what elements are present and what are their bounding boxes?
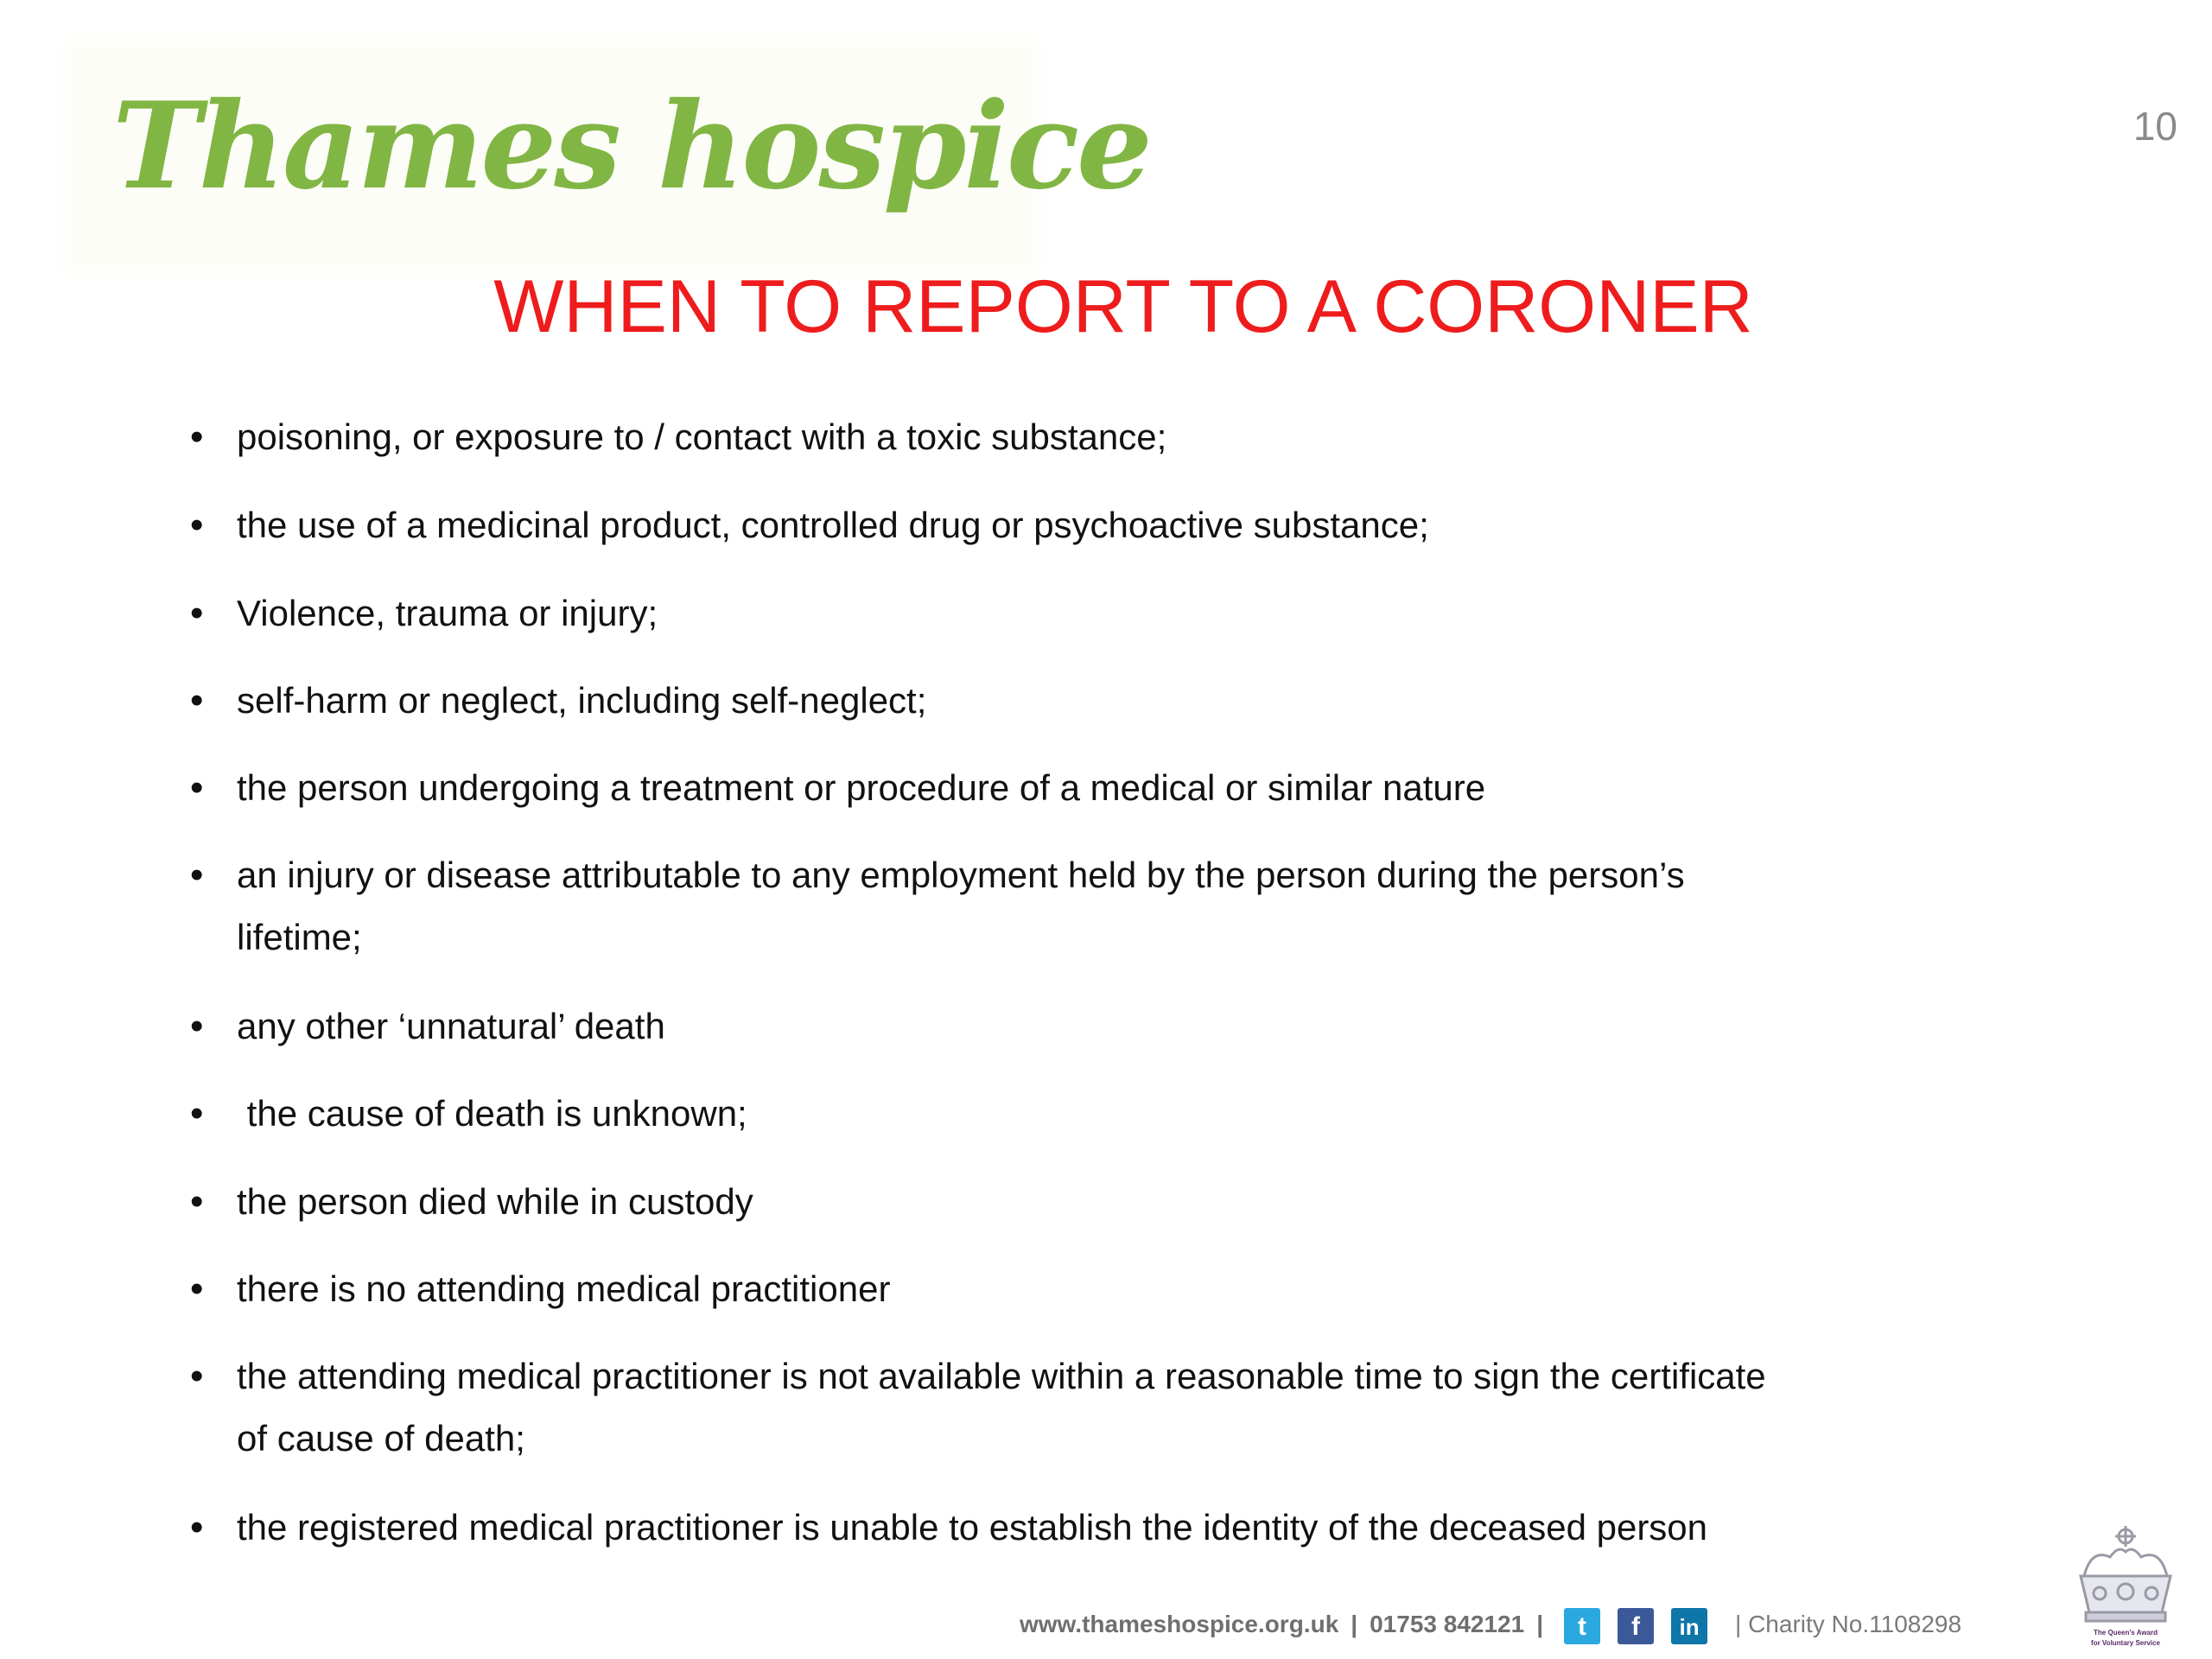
footer-separator: | xyxy=(1351,1611,1358,1637)
footer-phone: 01753 842121 xyxy=(1370,1611,1525,1637)
logo-text: Thames hospice xyxy=(112,75,1150,216)
bullet-text xyxy=(237,1345,1965,1470)
crown-emblem xyxy=(2081,1526,2171,1621)
bullet-line: the person undergoing a treatment or procedure of a medical or similar nature xyxy=(237,767,1486,808)
bullet-line: the registered medical practitioner is unable to establish the identity of the deceased person xyxy=(237,1507,1708,1548)
linkedin-icon[interactable]: in xyxy=(1671,1608,1707,1644)
footer xyxy=(1020,1600,1961,1649)
bullet-marker: • xyxy=(190,504,204,546)
twitter-icon[interactable]: t xyxy=(1564,1608,1600,1644)
facebook-icon[interactable]: f xyxy=(1618,1608,1654,1644)
page-number: 10 xyxy=(2133,104,2177,149)
bullet-line: the cause of death is unknown; xyxy=(237,1093,747,1134)
bullet-text xyxy=(237,844,1965,969)
bullet-line: there is no attending medical practitioner xyxy=(237,1268,891,1309)
bullet-line: lifetime; xyxy=(237,917,362,957)
queens-award-emblem xyxy=(2065,1522,2186,1652)
bullet-marker: • xyxy=(190,1005,204,1047)
bullet-text xyxy=(237,1258,1965,1320)
bullet-marker: • xyxy=(190,854,204,896)
bullet-text xyxy=(237,1497,1965,1559)
svg-text:for Voluntary Service: for Voluntary Service xyxy=(2091,1639,2160,1647)
footer-separator: | xyxy=(1536,1611,1544,1637)
bullet-text xyxy=(237,1171,1965,1233)
bullet-line: Violence, trauma or injury; xyxy=(237,593,658,633)
bullet-marker: • xyxy=(190,766,204,809)
bullet-line: the use of a medicinal product, controlled drug or psychoactive substance; xyxy=(237,505,1429,545)
bullet-text xyxy=(237,670,1965,732)
bullet-line: an injury or disease attributable to any employment held by the person during the person’s xyxy=(237,855,1685,895)
bullet-text xyxy=(237,582,1965,645)
bullet-text xyxy=(237,406,1965,468)
svg-text:The Queen's Award: The Queen's Award xyxy=(2094,1629,2158,1637)
bullet-marker: • xyxy=(190,1092,204,1135)
bullet-text xyxy=(237,757,1965,819)
footer-website[interactable]: www.thameshospice.org.uk xyxy=(1020,1611,1339,1637)
footer-charity: | Charity No.1108298 xyxy=(1735,1611,1962,1637)
bullet-line: self-harm or neglect, including self-neglect; xyxy=(237,680,927,721)
bullet-line: any other ‘unnatural’ death xyxy=(237,1006,665,1046)
bullet-marker: • xyxy=(190,1506,204,1548)
bullet-line: of cause of death; xyxy=(237,1418,525,1459)
bullet-marker: • xyxy=(190,1355,204,1397)
slide-title: WHEN TO REPORT TO A CORONER xyxy=(493,265,1753,348)
bullet-marker: • xyxy=(190,416,204,458)
bullet-marker: • xyxy=(190,679,204,721)
bullet-text xyxy=(237,494,1965,556)
bullet-marker: • xyxy=(190,1180,204,1223)
bullet-line: the attending medical practitioner is not available within a reasonable time to sign the certificate xyxy=(237,1356,1766,1396)
bullet-text xyxy=(237,995,1965,1058)
bullet-marker: • xyxy=(190,592,204,634)
bullet-line: the person died while in custody xyxy=(237,1181,753,1222)
bullet-marker: • xyxy=(190,1268,204,1310)
bullet-line: poisoning, or exposure to / contact with a toxic substance; xyxy=(237,416,1167,457)
bullet-text xyxy=(237,1083,1965,1145)
logo xyxy=(71,48,1150,264)
